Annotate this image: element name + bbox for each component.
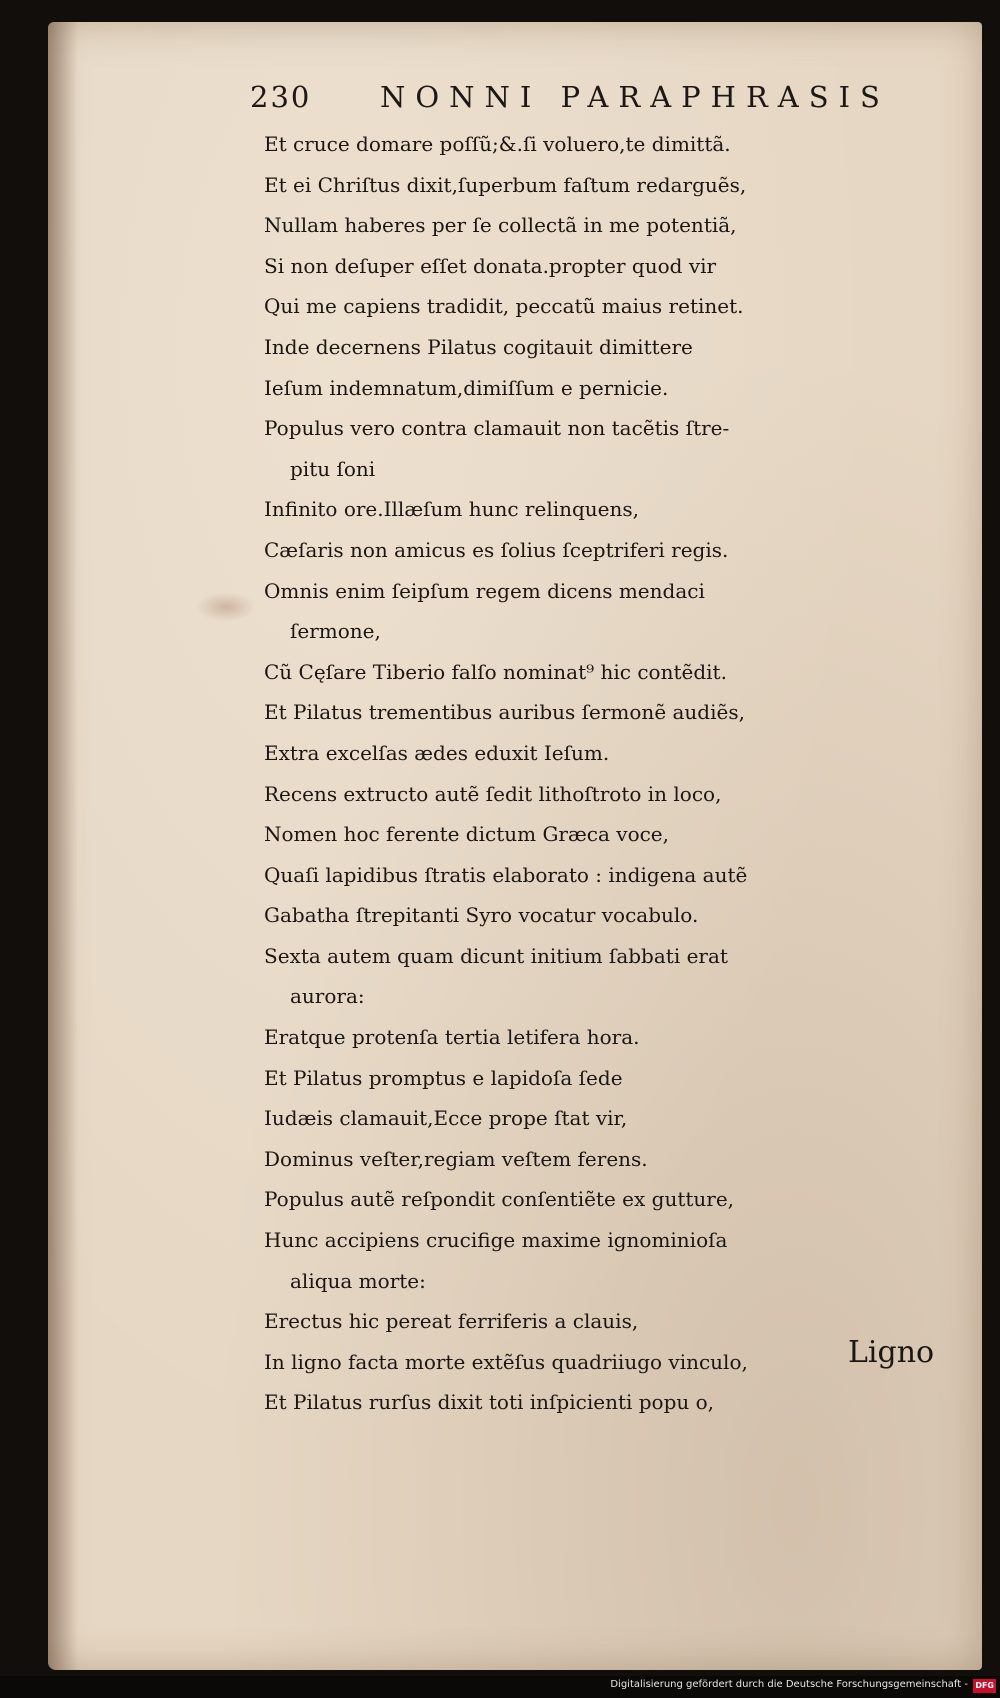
text-line: Et cruce domare poſſũ;&.ſi voluero,te dimittã. xyxy=(264,132,731,156)
text-line: Omnis enim ſeipſum regem dicens mendaci xyxy=(264,578,705,603)
text-line: Populus vero contra clamauit non tacẽtis ſtre- xyxy=(264,416,730,441)
catchword: Ligno xyxy=(848,1335,935,1370)
text-line: Cæſaris non amicus es ſolius ſceptriferi regis. xyxy=(264,537,729,562)
text-line: Nullam haberes per ſe collectã in me potentiã, xyxy=(264,213,737,238)
text-line: Et Pilatus rurſus dixit toti inſpicienti popu o, xyxy=(264,1390,715,1415)
text-line: aliqua morte: xyxy=(290,1268,426,1293)
text-line: Extra excelſas ædes eduxit Ieſum. xyxy=(264,740,610,765)
text-line: pitu ſoni xyxy=(290,456,376,481)
latin-verse-text xyxy=(264,124,944,1423)
text-line: Et Pilatus promptus e lapidoſa ſede xyxy=(264,1065,623,1090)
text-line: Eratque protenſa tertia letifera hora. xyxy=(264,1025,640,1050)
text-line: Qui me capiens tradidit, peccatũ maius retinet. xyxy=(264,294,744,319)
text-line: aurora: xyxy=(290,984,365,1009)
text-line: Infinito ore.Illæſum hunc relinquens, xyxy=(264,497,640,522)
page-gutter-shadow xyxy=(48,22,78,1670)
text-line: Dominus veſter,regiam veſtem ferens. xyxy=(264,1146,648,1171)
paper-stain xyxy=(196,592,256,622)
text-line: Si non deſuper eſſet donata.propter quod vir xyxy=(264,253,717,278)
funding-note: Digitalisierung gefördert durch die Deutsche Forschungsgemeinschaft - xyxy=(610,1679,968,1690)
text-line: Hunc accipiens crucifige maxime ignominioſa xyxy=(264,1228,728,1253)
text-line: Et ei Chriſtus dixit,ſuperbum faſtum redarguẽs, xyxy=(264,172,747,197)
text-line: Quaſi lapidibus ſtratis elaborato : indigena autẽ xyxy=(264,862,748,887)
text-line: Populus autẽ reſpondit conſentiẽte ex gutture, xyxy=(264,1187,735,1212)
text-line: ſermone, xyxy=(290,619,381,644)
text-line: Inde decernens Pilatus cogitauit dimittere xyxy=(264,334,693,359)
text-line: Erectus hic pereat ferriferis a clauis, xyxy=(264,1309,639,1334)
dfg-logo: DFG xyxy=(973,1679,996,1693)
running-head xyxy=(250,80,910,120)
text-line: Nomen hoc ferente dictum Græca voce, xyxy=(264,822,669,847)
text-line: Sexta autem quam dicunt initium ſabbati erat xyxy=(264,943,728,968)
text-line: Gabatha ſtrepitanti Syro vocatur vocabulo. xyxy=(264,903,699,928)
text-line: Ieſum indemnatum,dimiſſum e pernicie. xyxy=(264,375,669,400)
text-line: Recens extructo autẽ ſedit lithoſtroto in loco, xyxy=(264,781,722,806)
text-line: In ligno facta morte extẽſus quadriiugo vinculo, xyxy=(264,1349,748,1374)
digitization-footer xyxy=(0,1676,1000,1698)
text-line: Et Pilatus trementibus auribus ſermonẽ audiẽs, xyxy=(264,700,745,725)
running-head-title: NONNI PARAPHRASIS xyxy=(380,80,890,114)
text-line: Cũ Cęſare Tiberio falſo nominat⁹ hic contẽdit. xyxy=(264,659,727,684)
text-line: Iudæis clamauit,Ecce prope ſtat vir, xyxy=(264,1106,628,1131)
page-number: 230 xyxy=(250,80,312,114)
